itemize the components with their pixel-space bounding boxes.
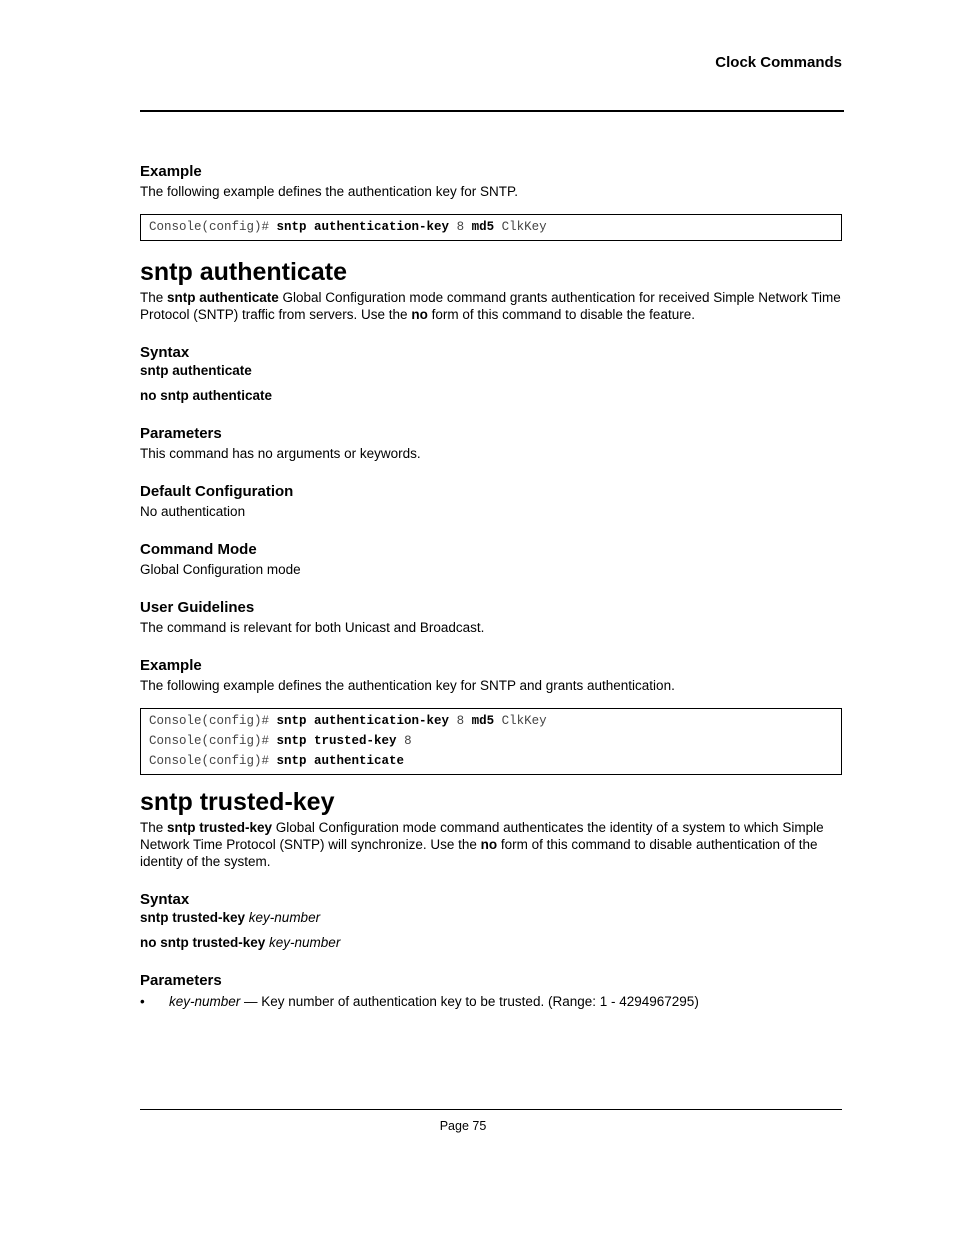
example-text: The following example defines the authentication key for SNTP and grants authentication. [140, 678, 675, 693]
code-block [140, 708, 842, 775]
section-description: The sntp trusted-key Global Configuration mode command authenticates the identity of a system to which Simple Network Time Protocol (SNTP) will synchronize. Use the no form of this command to disable authentication of the identity of the system. [140, 820, 824, 869]
syntax-heading: Syntax [140, 891, 190, 908]
section-title-sntp-authenticate: sntp authenticate [140, 258, 347, 286]
command-mode-text: Global Configuration mode [140, 562, 301, 577]
user-guidelines-heading: User Guidelines [140, 599, 255, 616]
code-keyword: md5 [471, 220, 495, 234]
code-line [149, 217, 833, 237]
footer-rule [140, 1109, 842, 1110]
user-guidelines-text: The command is relevant for both Unicast and Broadcast. [140, 620, 485, 635]
command-mode-heading: Command Mode [140, 541, 257, 558]
page-number: Page 75 [439, 1119, 487, 1133]
code-prompt: Console(config)# [149, 220, 277, 234]
code-argument: 8 [449, 220, 472, 234]
example-heading: Example [140, 657, 202, 674]
syntax-line: no sntp trusted-key key-number [140, 935, 341, 950]
bullet-icon: • [140, 994, 145, 1009]
syntax-line: sntp trusted-key key-number [140, 910, 321, 925]
code-line: Console(config)# sntp authenticate [149, 754, 405, 768]
code-line: Console(config)# sntp trusted-key 8 [149, 734, 412, 748]
syntax-heading: Syntax [140, 344, 190, 361]
parameter-description: key-number — Key number of authentication key to be trusted. (Range: 1 - 4294967295) [169, 994, 699, 1009]
section-description: The sntp authenticate Global Configuration mode command grants authentication for received Simple Network Time Protocol (SNTP) traffic from servers. Use the no form of this command to disable the feature. [140, 290, 841, 322]
example-text: The following example defines the authentication key for SNTP. [140, 184, 518, 199]
parameter-list-item [140, 993, 842, 1010]
syntax-line: no sntp authenticate [140, 388, 273, 403]
parameters-heading: Parameters [140, 425, 222, 442]
example-heading: Example [140, 163, 202, 180]
code-block [140, 214, 842, 241]
code-keyword: sntp authentication-key [276, 220, 450, 234]
parameters-heading: Parameters [140, 972, 222, 989]
code-argument: ClkKey [494, 220, 547, 234]
default-config-text: No authentication [140, 504, 246, 519]
syntax-line: sntp authenticate [140, 363, 252, 378]
page-content [140, 163, 842, 1010]
code-line: Console(config)# sntp authentication-key 8 md5 ClkKey [149, 714, 547, 728]
running-header: Clock Commands [715, 54, 842, 71]
default-config-heading: Default Configuration [140, 483, 294, 500]
header-rule [140, 110, 844, 112]
section-title-sntp-trusted-key: sntp trusted-key [140, 788, 335, 816]
parameters-text: This command has no arguments or keywords. [140, 446, 421, 461]
